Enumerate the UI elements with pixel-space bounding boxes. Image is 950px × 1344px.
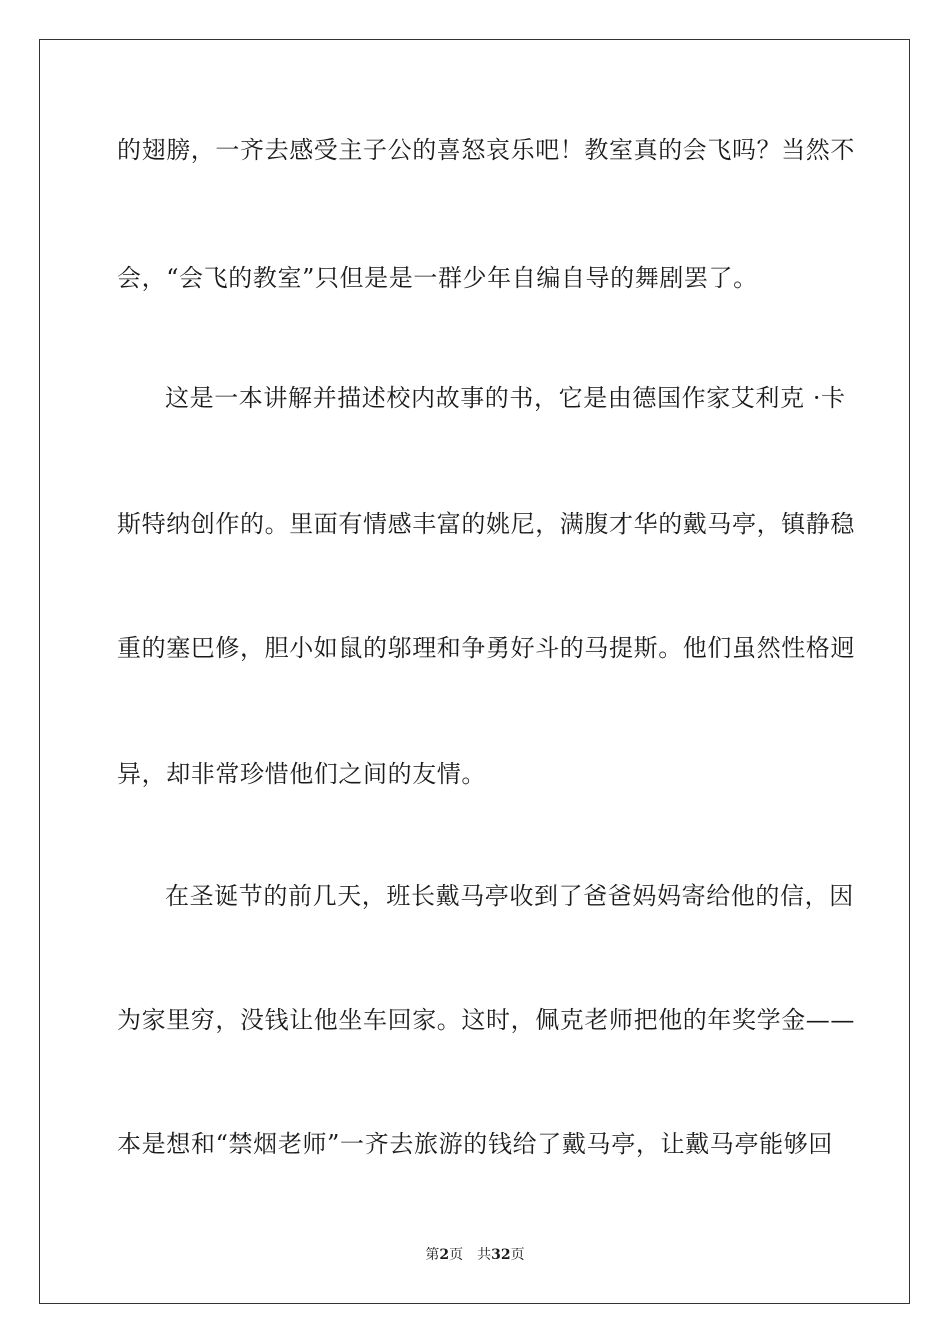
text-line-2: 会，“会飞的教室”只但是是一群少年自编自导的舞剧罢了。	[117, 264, 758, 292]
page-footer	[0, 1246, 950, 1264]
paragraph-2-line-1: 这是一本讲解并描述校内故事的书，它是由德国作家艾利克 ·卡	[165, 384, 846, 412]
text-line-6: 异，却非常珍惜他们之间的友情。	[117, 760, 486, 788]
page-border	[39, 39, 910, 1304]
footer-total-prefix: 共	[477, 1247, 492, 1263]
text-line-9: 本是想和“禁烟老师”一齐去旅游的钱给了戴马亭，让戴马亭能够回	[117, 1130, 833, 1158]
paragraph-3-line-1: 在圣诞节的前几天，班长戴马亭收到了爸爸妈妈寄给他的信，因	[165, 882, 854, 910]
text-line-4: 斯特纳创作的。里面有情感丰富的姚尼，满腹才华的戴马亭，镇静稳	[117, 510, 855, 538]
text-line-8: 为家里穷，没钱让他坐车回家。这时，佩克老师把他的年奖学金——	[117, 1006, 855, 1034]
text-line-5: 重的塞巴修，胆小如鼠的邬理和争勇好斗的马提斯。他们虽然性格迥	[117, 634, 855, 662]
footer-page-number: 2	[439, 1247, 450, 1263]
footer-total-number: 32	[491, 1247, 511, 1263]
footer-total-suffix: 页	[510, 1247, 525, 1263]
text-line-1: 的翅膀，一齐去感受主子公的喜怒哀乐吧！教室真的会飞吗？当然不	[117, 136, 855, 164]
footer-page-suffix: 页	[449, 1247, 464, 1263]
footer-page-prefix: 第	[425, 1247, 440, 1263]
